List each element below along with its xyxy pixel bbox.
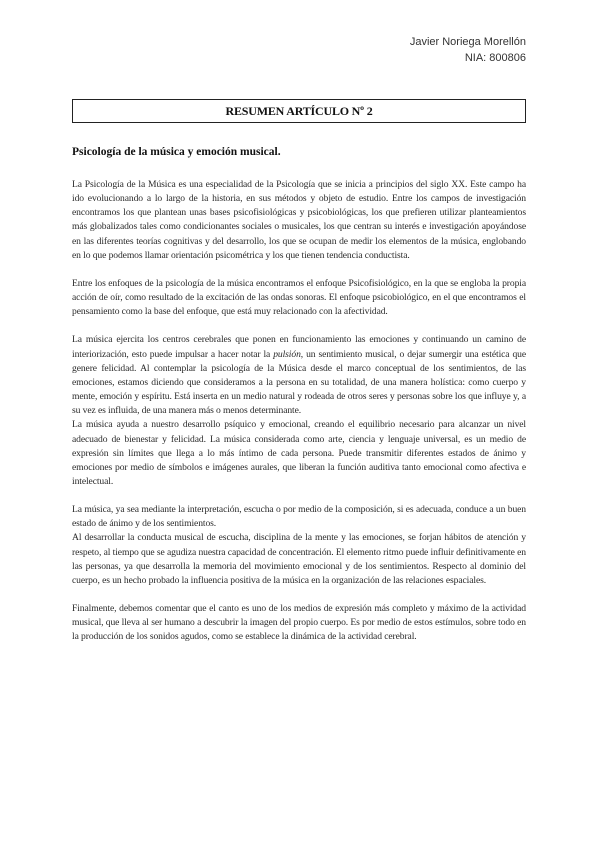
paragraph-3-text-start: La música ejercita los centros cerebrales que ponen en funcionamiento las emociones y continuando un camino de interiorización, esto puede impulsar a hacer notar la [72, 334, 526, 360]
paragraph-2: Entre los enfoques de la psicología de la música encontramos el enfoque Psicofisiológico, en la que se engloba la propia acción de oír, como resultado de la excitación de las ondas sonoras. El enfoque psicobiológico, en el que encontramos el pensamiento como la base del enfoque, que está muy relacionado con la afectividad. [72, 277, 526, 318]
paragraph-4: La música ayuda a nuestro desarrollo psíquico y emocional, creando el equilibrio necesario para alcanzar un nivel adecuado de bienestar y felicidad. La música considerada como arte, ciencia y lenguaje universal, es un medio de expresión sin límites que llega a lo más íntimo de cada persona. Puede transmitir diferentes estados de ánimo y emociones por medio de símbolos e imágenes aurales, que liberan la función auditiva tanto emocional como afectiva e intelectual. [72, 419, 526, 487]
paragraph-5: La música, ya sea mediante la interpretación, escucha o por medio de la composición, si es adecuada, conduce a un buen estado de ánimo y de los sentimientos. [72, 504, 526, 530]
paragraph-1: La Psicología de la Música es una especialidad de la Psicología que se inicia a principios del siglo XX. Este campo ha ido evolucionando a lo largo de la historia, en sus métodos y objeto de estudio. Entre los campos de investigación encontramos los que plantean unas bases psicofisiológicas y psicobiológicas, los que prefieren utilizar planteamientos más globalizados tales como condicionantes sociales o musicales, los que centran su interés e investigación apoyándose en las diferentes teorías cognitivas y del desarrollo, los que se ocupan de medir los elementos de la música, englobando en lo que podemos llamar orientación psicométrica y los que tienen tendencia conductista. [72, 179, 526, 261]
author-name: Javier Noriega Morellón [409, 36, 526, 48]
paragraph-6: Al desarrollar la conducta musical de escucha, disciplina de la mente y las emociones, se forjan hábitos de atención y respeto, al tiempo que se agudiza nuestra capacidad de concentración. El elemento ritmo puede influir definitivamente en las personas, ya que desarrolla la memoria del movimiento emocional y de los sentimientos. Respecto al dominio del cuerpo, es un hecho probado la influencia positiva de la música en la organización de las relaciones espaciales. [72, 532, 526, 586]
pulsion-term: pulsión [273, 348, 301, 360]
document-title: RESUMEN ARTÍCULO Nº 2 [225, 103, 373, 118]
paragraph-7: Finalmente, debemos comentar que el canto es uno de los medios de expresión más completo y máximo de la actividad musical, que lleva al ser humano a descubrir la imagen del propio cuerpo. Es por medio de estos estímulos, sobre todo en la producción de los sonidos agudos, como se establece la dinámica de la actividad cerebral. [72, 603, 526, 643]
document-title-box [72, 99, 526, 123]
paragraph-3 [72, 333, 526, 418]
student-nia: NIA: 800806 [464, 52, 526, 64]
author-block [410, 34, 526, 66]
article-body [72, 178, 526, 645]
article-subtitle: Psicología de la música y emoción musical. [72, 146, 281, 158]
paragraph-3-text-end: , un sentimiento musical, o dejar sumergir una estética que genere felicidad. Al contemplar la psicología de la Música desde el marco conceptual de los sentimientos, de las emociones, estamos diciendo que consideramos a la persona en su totalidad, de una manera holística: como cuerpo y mente, emoción y espíritu. Está inserta en un medio natural y rodeada de otros seres y personas sobre los que influye y, a su vez es influida, de una manera más o menos determinante. [72, 348, 526, 417]
